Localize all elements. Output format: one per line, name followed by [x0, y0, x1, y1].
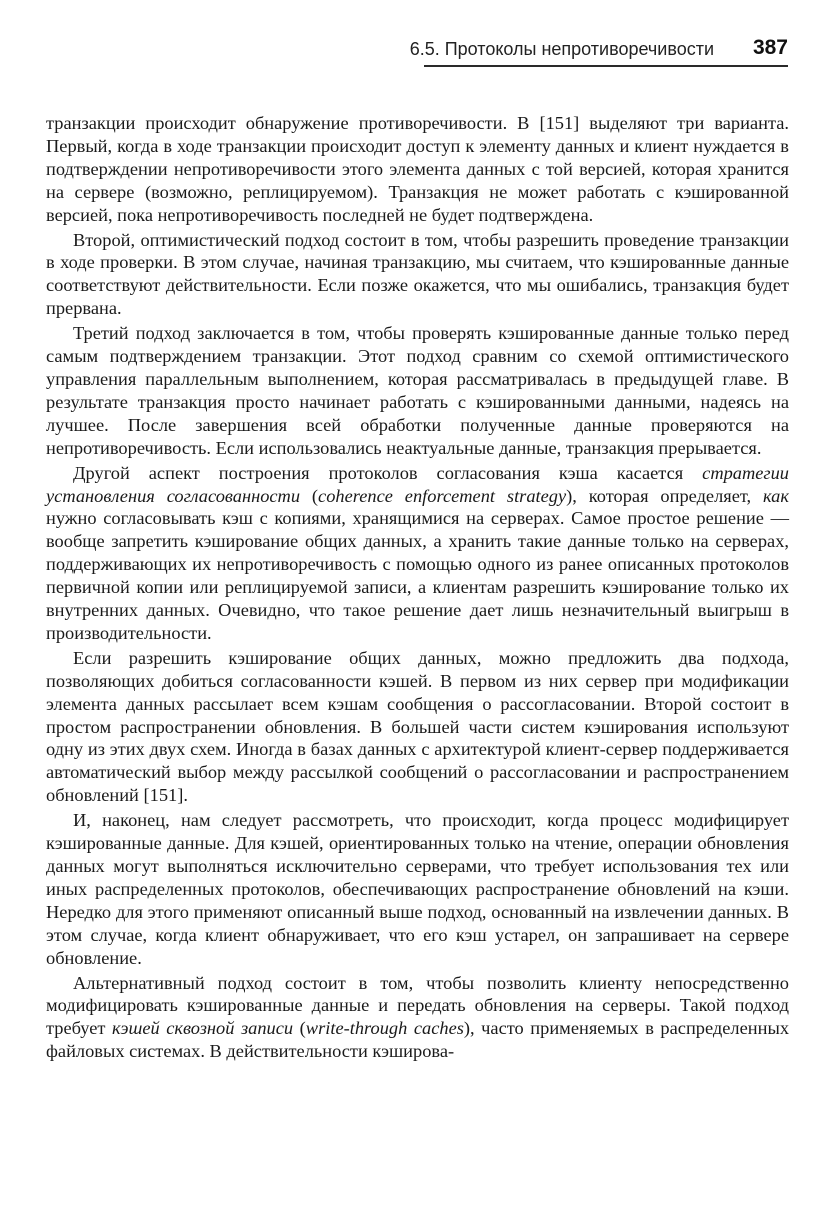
text-run: нужно согласовывать кэш с копиями, хранящимися на серверах. Самое простое решение — вообще запретить кэширование общих данных, а хранить такие данные только на серверах, поддерживающих их непротиворечивость с помощью одного из ранее описанных протоколов первичной копии или реплицируемой записи, а клиентам разрешить кэширование только их внутренних данных. Очевидно, что такое решение дает лишь незначительный выигрыш в производительности. — [46, 508, 789, 643]
text-run: ), часто применяемых в распределенных файловых системах. В действительности кэширова- — [46, 1018, 790, 1062]
paragraph — [46, 462, 789, 645]
paragraph — [46, 809, 789, 969]
paragraph — [46, 229, 789, 321]
paragraph — [46, 112, 789, 227]
text-run: И, наконец, нам следует рассмотреть, что происходит, когда процесс модифицирует кэшированные данные. Для кэшей, ориентированных только на чтение, операции обновления данных могут выполняться исключительно серверами, что требует использования тех или иных распределенных протоколов, обеспечивающих распространение обновлений на кэши. Нередко для этого применяют описанный выше подход, основанный на извлечении данных. В этом случае, когда клиент обнаруживает, что его кэш устарел, он запрашивает на сервере обновление. — [46, 810, 789, 968]
header-rule — [424, 65, 788, 67]
italic-term: coherence enforcement strategy — [318, 485, 567, 506]
text-run: транзакции происходит обнаружение противоречивости. В [151] выделяют три варианта. Первый, когда в ходе транзакции происходит доступ к элементу данных и клиент нуждается в подтверждении непротиворечивости этого элемента данных с той версией, которая хранится на сервере (возможно, реплицируемом). Транзакция не может работать с кэшированной версией, пока непротиворечивость последней не будет подтверждена. — [46, 113, 789, 225]
page-number: 387 — [752, 36, 788, 59]
italic-term: write-through caches — [305, 1018, 464, 1039]
paragraph — [46, 647, 789, 807]
running-head: 6.5. Протоколы непротиворечивости — [409, 39, 714, 59]
text-run: Если разрешить кэширование общих данных, можно предложить два подхода, позволяющих добиться согласованности кэшей. В первом из них сервер при модификации элемента данных рассылает всем кэшам сообщения о рассогласовании. Второй состоит в простом распространении обновления. В большей части систем кэширования используют одну из этих двух схем. Иногда в базах данных с архитектурой клиент-сервер поддерживается автоматический выбор между рассылкой сообщений о рассогласовании и распространением обновлений [151]. — [46, 647, 789, 806]
text-run: Другой аспект построения протоколов согласования кэша касается — [73, 462, 703, 483]
paragraph — [46, 322, 789, 459]
paragraph — [46, 972, 789, 1064]
text-run: Третий подход заключается в том, чтобы проверять кэшированные данные только перед самым подтверждением транзакции. Этот подход сравним со схемой оптимистического управления параллельным выполнением, которая рассматривалась в предыдущей главе. В результате транзакция просто начинает работать с кэшированными данными, надеясь на лучшее. После завершения всей обработки полученные данные проверяются на непротиворечивость. Если использовались неактуальные данные, транзакция прерывается. — [46, 323, 789, 458]
italic-term: стратегии установления согласованности — [46, 462, 789, 506]
text-run: ), которая определяет, — [566, 485, 764, 506]
text-run: Второй, оптимистический подход состоит в том, чтобы разрешить проведение транзакции в ходе проверки. В этом случае, начиная транзакцию, мы считаем, что кэшированные данные соответствуют действительности. Если позже окажется, что мы ошибались, транзакция будет прервана. — [46, 229, 789, 319]
italic-term: кэшей сквозной записи — [112, 1018, 294, 1039]
italic-term: как — [763, 485, 789, 506]
text-run: ( — [293, 1018, 306, 1039]
page-header — [46, 36, 788, 66]
text-run: ( — [300, 485, 319, 506]
body-text — [46, 112, 789, 1065]
text-run: Альтернативный подход состоит в том, чтобы позволить клиенту непосредственно модифицировать кэшированные данные и передать обновления на серверы. Такой подход требует — [46, 972, 789, 1039]
